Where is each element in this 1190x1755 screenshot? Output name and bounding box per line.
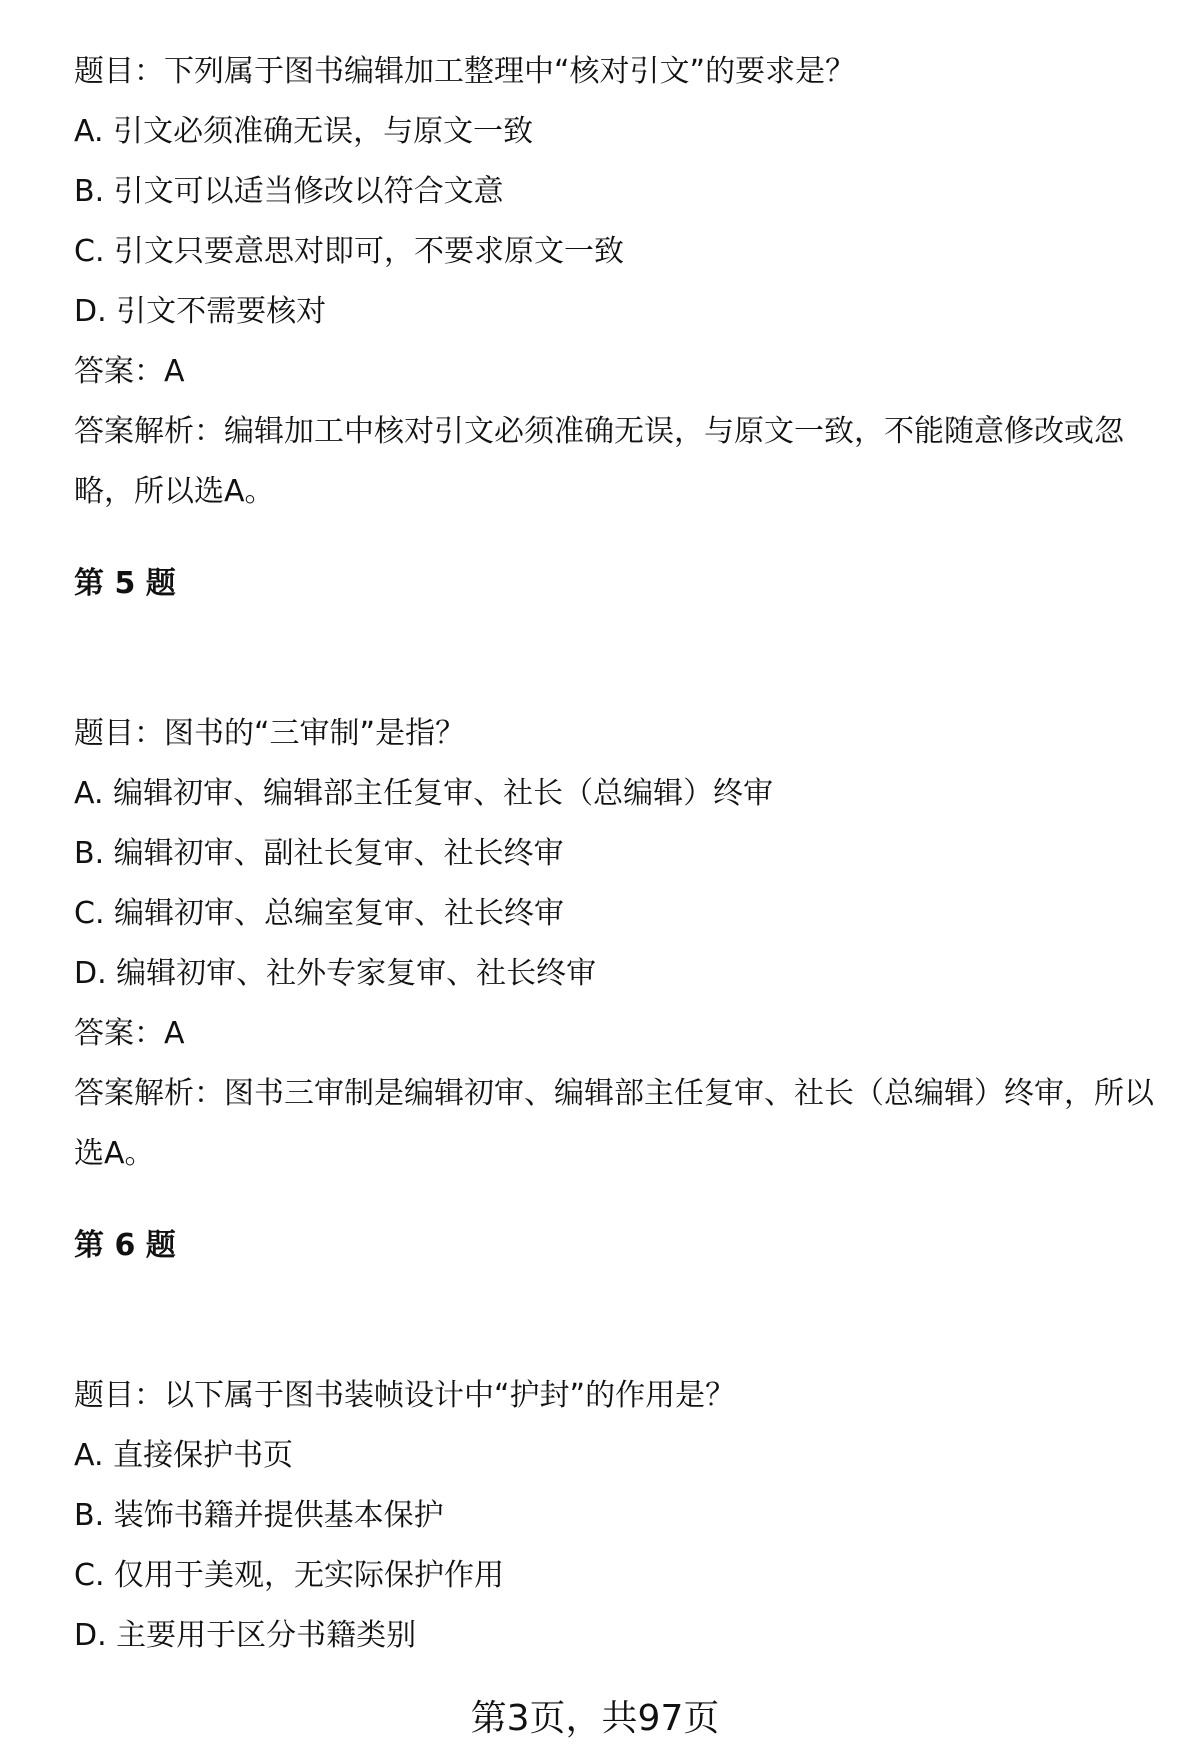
question-5 — [74, 554, 1154, 1184]
question-6 — [74, 1216, 1154, 1666]
question-text: 题目：图书的“三审制”是指？ — [74, 716, 466, 751]
option-d: D. 编辑初审、社外专家复审、社长终审 — [74, 956, 597, 991]
answer: 答案：A — [74, 354, 185, 389]
answer: 答案：A — [74, 1016, 185, 1051]
page-content — [74, 42, 1154, 1666]
explanation: 答案解析：编辑加工中核对引文必须准确无误，与原文一致，不能随意修改或忽略，所以选A。 — [74, 414, 1124, 509]
option-b: B. 装饰书籍并提供基本保护 — [74, 1498, 444, 1533]
question-heading: 第 5 题 — [74, 566, 176, 601]
option-d: D. 主要用于区分书籍类别 — [74, 1618, 417, 1653]
explanation: 答案解析：图书三审制是编辑初审、编辑部主任复审、社长（总编辑）终审，所以选A。 — [74, 1076, 1154, 1171]
option-b: B. 编辑初审、副社长复审、社长终审 — [74, 836, 564, 871]
question-4 — [74, 42, 1154, 522]
question-heading: 第 6 题 — [74, 1228, 176, 1263]
option-c: C. 引文只要意思对即可，不要求原文一致 — [74, 234, 625, 269]
option-a: A. 直接保护书页 — [74, 1438, 294, 1473]
option-a: A. 引文必须准确无误，与原文一致 — [74, 114, 534, 149]
question-text: 题目：下列属于图书编辑加工整理中“核对引文”的要求是？ — [74, 54, 856, 89]
page-indicator: 第3页，共97页 — [470, 1698, 720, 1739]
option-c: C. 仅用于美观，无实际保护作用 — [74, 1558, 505, 1593]
question-text: 题目：以下属于图书装帧设计中“护封”的作用是？ — [74, 1378, 736, 1413]
option-a: A. 编辑初审、编辑部主任复审、社长（总编辑）终审 — [74, 776, 774, 811]
option-d: D. 引文不需要核对 — [74, 294, 327, 329]
option-b: B. 引文可以适当修改以符合文意 — [74, 174, 504, 209]
option-c: C. 编辑初审、总编室复审、社长终审 — [74, 896, 565, 931]
